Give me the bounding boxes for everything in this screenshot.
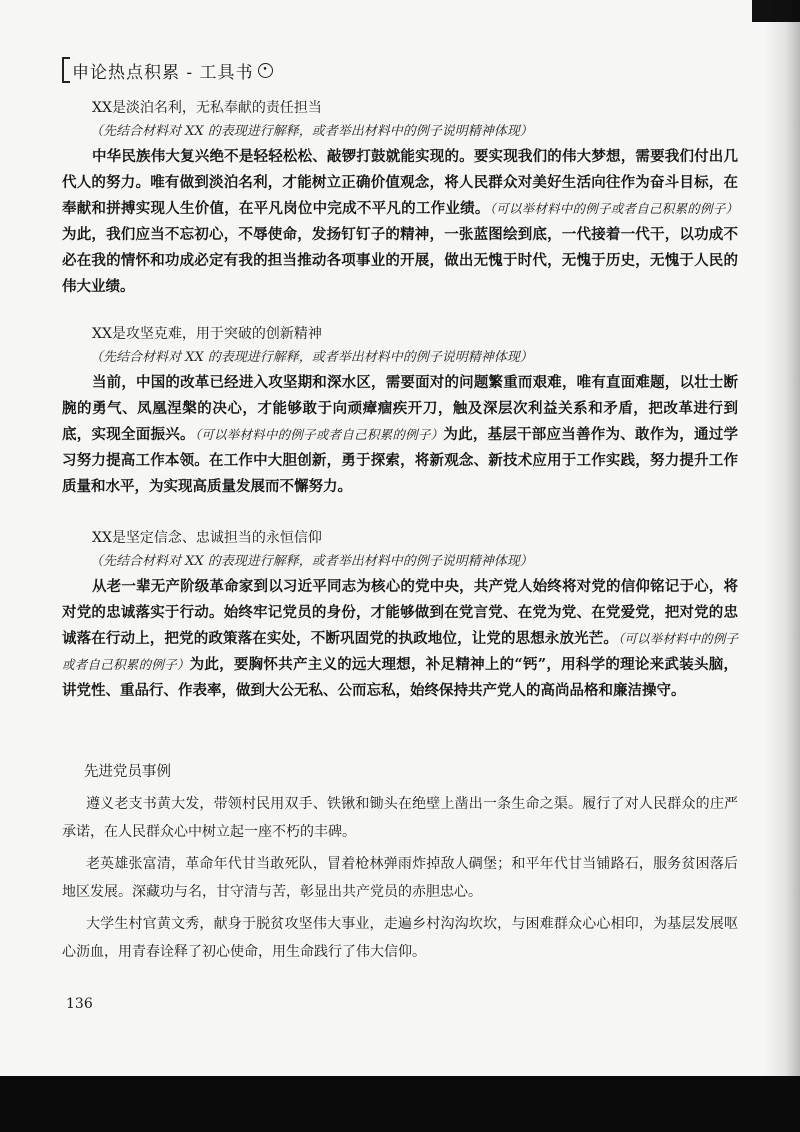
section-3 (62, 526, 738, 704)
header-title: 申论热点积累 - 工具书 (72, 62, 254, 83)
scan-edge-shadow (764, 0, 800, 1132)
example-item: 大学生村官黄文秀，献身于脱贫攻坚伟大事业，走遍乡村沟沟坎坎，与困难群众心心相印，为基层发展呕心沥血，用青春诠释了初心使命，用生命践行了伟大信仰。 (62, 916, 738, 960)
inline-note: （可以举材料中的例子或者自己积累的例子） (489, 201, 738, 216)
header-badge-icon: • (258, 63, 273, 78)
page-number: 136 (66, 996, 93, 1012)
section-note: （先结合材料对 XX 的表现进行解释，或者举出材料中的例子说明精神体现） (90, 124, 533, 139)
section-note: （先结合材料对 XX 的表现进行解释，或者举出材料中的例子说明精神体现） (90, 554, 533, 569)
section-heading: XX是淡泊名利，无私奉献的责任担当 (92, 100, 322, 116)
header-bracket-icon (62, 57, 70, 83)
examples-title: 先进党员事例 (84, 764, 171, 780)
example-item: 老英雄张富清，革命年代甘当敢死队，冒着枪林弹雨炸掉敌人碉堡；和平年代甘当铺路石，服务贫困落后地区发展。深藏功与名，甘守清与苦，彰显出共产党员的赤胆忠心。 (62, 856, 738, 900)
section-heading: XX是坚定信念、忠诚担当的永恒信仰 (92, 530, 322, 546)
section-paragraph: 当前，中国的改革已经进入攻坚期和深水区，需要面对的问题繁重而艰难，唯有直面难题，以壮士断腕的勇气、凤凰涅槃的决心，才能够敢于向顽瘴痼疾开刀，触及深层次利益关系和矛盾，把改革进行到底，实现全面振兴。（可以举材料中的例子或者自己积累的例子）为此，基层干部应当善作为、敢作为，通过学习努力提高工作本领。在工作中大胆创新，勇于探索，将新观念、新技术应用于工作实践，努力提升工作质量和水平，为实现高质量发展而不懈努力。 (62, 374, 738, 495)
example-item: 遵义老支书黄大发，带领村民用双手、铁锹和锄头在绝壁上凿出一条生命之渠。履行了对人民群众的庄严承诺，在人民群众心中树立起一座不朽的丰碑。 (62, 796, 738, 840)
inline-note: （可以举材料中的例子或者自己积累的例子） (194, 427, 444, 442)
running-header (62, 58, 273, 82)
scan-bottom-border (0, 1076, 800, 1132)
section-heading: XX是攻坚克难，用于突破的创新精神 (92, 326, 322, 342)
section-2 (62, 322, 738, 500)
section-note: （先结合材料对 XX 的表现进行解释，或者举出材料中的例子说明精神体现） (90, 350, 533, 365)
section-paragraph: 中华民族伟大复兴绝不是轻轻松松、敲锣打鼓就能实现的。要实现我们的伟大梦想，需要我们付出几代人的努力。唯有做到淡泊名利，才能树立正确价值观念，将人民群众对美好生活向往作为奋斗目标，在奉献和拼搏实现人生价值，在平凡岗位中完成不平凡的工作业绩。（可以举材料中的例子或者自己积累的例子）为此，我们应当不忘初心，不辱使命，发扬钉钉子的精神，一张蓝图绘到底，一代接着一代干，以功成不必在我的情怀和功成必定有我的担当推动各项事业的开展，做出无愧于时代，无愧于历史，无愧于人民的伟大业绩。 (62, 148, 738, 295)
inline-note: （可以举材料中的例子或者自己积累的例子） (62, 631, 738, 672)
section-1 (62, 96, 738, 300)
examples-section (62, 760, 738, 966)
section-paragraph: 从老一辈无产阶级革命家到以习近平同志为核心的党中央，共产党人始终将对党的信仰铭记于心，将对党的忠诚落实于行动。始终牢记党员的身份，才能够做到在党言党、在党为党、在党爱党，把对党的忠诚落在行动上，把党的政策落在实处，不断巩固党的执政地位，让党的思想永放光芒。（可以举材料中的例子或者自己积累的例子）为此，要胸怀共产主义的远大理想，补足精神上的“钙”，用科学的理论来武装头脑，讲党性、重品行、作表率，做到大公无私、公而忘私，始终保持共产党人的高尚品格和廉洁操守。 (62, 578, 738, 699)
